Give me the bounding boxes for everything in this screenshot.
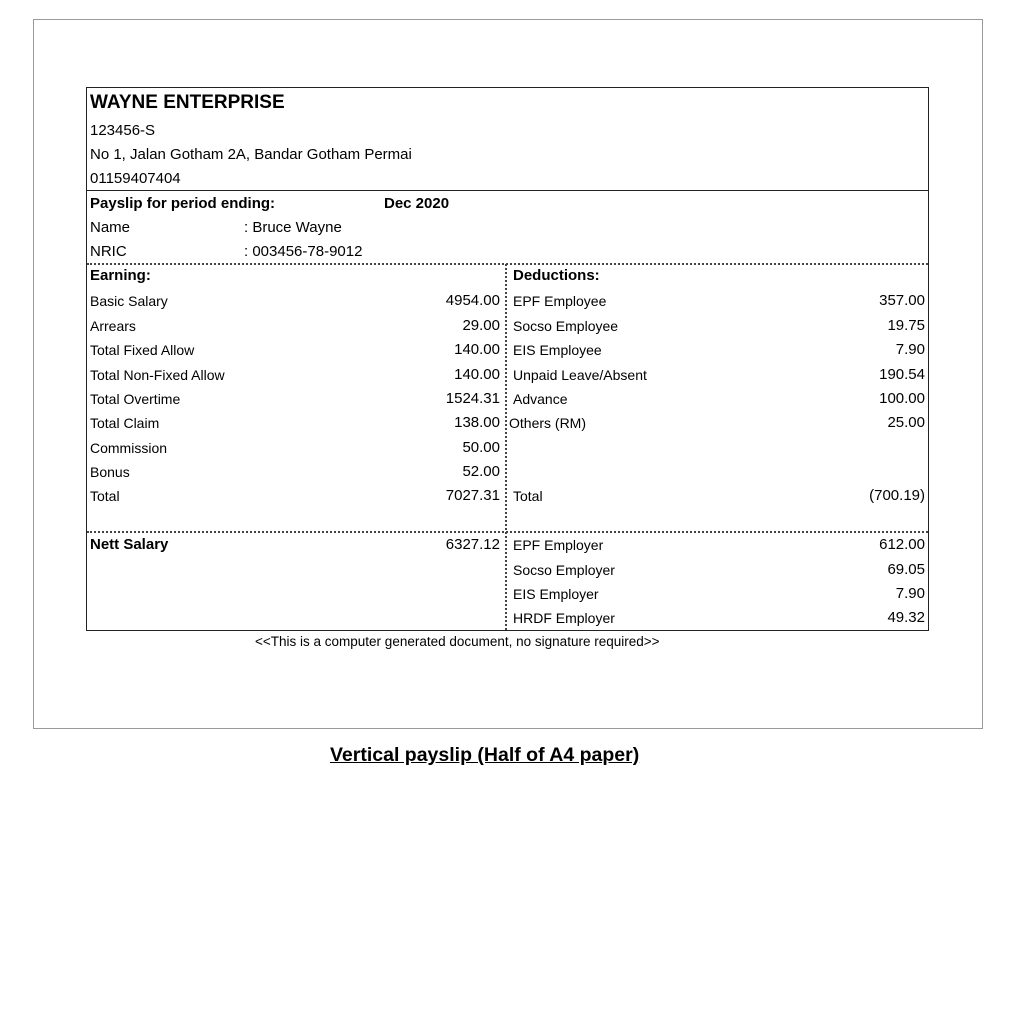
divider <box>87 263 928 265</box>
employer-value: 7.90 <box>895 585 925 602</box>
employee-nric-label: NRIC <box>90 243 127 260</box>
deduction-label: Socso Employee <box>513 318 619 334</box>
employee-nric-value: : 003456-78-9012 <box>244 243 363 260</box>
caption: Vertical payslip (Half of A4 paper) <box>330 744 640 766</box>
company-address: No 1, Jalan Gotham 2A, Bandar Gotham Permai <box>90 146 412 163</box>
employer-label: EPF Employer <box>513 537 604 553</box>
deductions-total-value: (700.19) <box>869 487 925 504</box>
company-name: WAYNE ENTERPRISE <box>90 92 285 113</box>
earning-value: 140.00 <box>454 366 500 383</box>
employee-name-value: : Bruce Wayne <box>244 219 342 236</box>
company-reg-no: 123456-S <box>90 122 156 139</box>
earning-label: Total Fixed Allow <box>90 342 195 358</box>
earning-value: 138.00 <box>454 414 500 431</box>
deduction-label: Others (RM) <box>509 415 586 431</box>
company-phone: 01159407404 <box>90 170 181 187</box>
employer-label: Socso Employer <box>513 562 615 578</box>
earning-value: 1524.31 <box>445 390 500 407</box>
period-label: Payslip for period ending: <box>90 195 276 212</box>
deductions-heading: Deductions: <box>513 267 600 284</box>
employer-value: 69.05 <box>887 561 925 578</box>
earnings-total-label: Total <box>90 488 120 504</box>
earning-label: Basic Salary <box>90 293 168 309</box>
deduction-value: 19.75 <box>887 317 925 334</box>
deduction-label: EPF Employee <box>513 293 607 309</box>
earning-label: Total Claim <box>90 415 160 431</box>
deductions-total-label: Total <box>513 488 543 504</box>
period-value: Dec 2020 <box>384 195 450 212</box>
earning-value: 50.00 <box>462 439 500 456</box>
deduction-label: Advance <box>513 391 568 407</box>
employer-label: EIS Employer <box>513 586 599 602</box>
deduction-value: 190.54 <box>879 366 925 383</box>
earning-label: Commission <box>90 440 168 456</box>
deduction-label: Unpaid Leave/Absent <box>513 367 647 383</box>
employer-value: 49.32 <box>887 609 925 626</box>
earning-label: Arrears <box>90 318 136 334</box>
deduction-value: 100.00 <box>879 390 925 407</box>
deduction-value: 7.90 <box>895 341 925 358</box>
earning-value: 29.00 <box>462 317 500 334</box>
divider <box>87 531 928 533</box>
payslip <box>86 87 929 631</box>
earning-value: 52.00 <box>462 463 500 480</box>
deduction-value: 357.00 <box>879 292 925 309</box>
earnings-heading: Earning: <box>90 267 151 284</box>
employer-value: 612.00 <box>879 536 925 553</box>
earning-label: Total Non-Fixed Allow <box>90 367 225 383</box>
column-divider <box>505 264 507 630</box>
earning-label: Total Overtime <box>90 391 181 407</box>
deduction-label: EIS Employee <box>513 342 602 358</box>
nett-salary-value: 6327.12 <box>445 536 500 553</box>
earning-value: 4954.00 <box>445 292 500 309</box>
earning-label: Bonus <box>90 464 130 480</box>
nett-salary-label: Nett Salary <box>90 536 169 553</box>
earning-value: 140.00 <box>454 341 500 358</box>
earnings-total-value: 7027.31 <box>445 487 500 504</box>
employer-label: HRDF Employer <box>513 610 615 626</box>
divider <box>87 190 928 191</box>
deduction-value: 25.00 <box>887 414 925 431</box>
employee-name-label: Name <box>90 219 131 236</box>
footer-note: <<This is a computer generated document, no signature required>> <box>255 634 660 649</box>
